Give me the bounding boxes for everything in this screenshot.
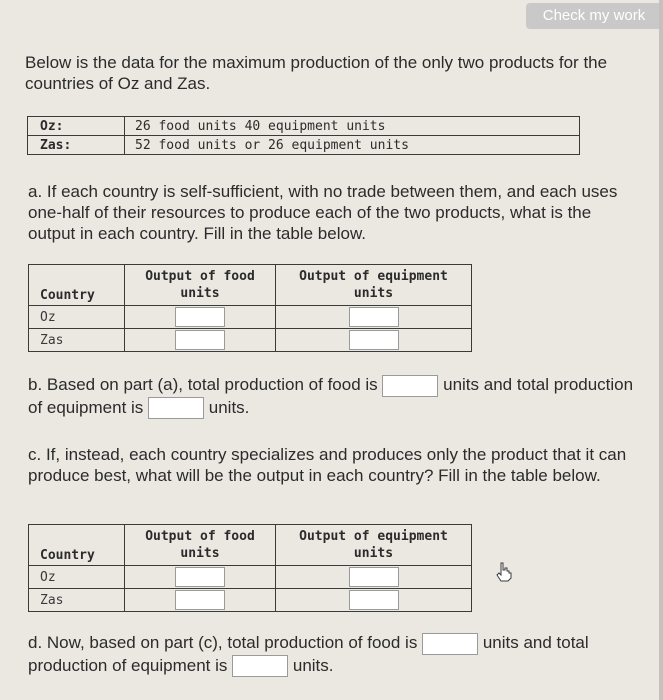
part-d-mid: units and total production of equipment is [28, 633, 589, 675]
check-my-work-button[interactable]: Check my work [526, 3, 662, 29]
table-row [29, 566, 472, 589]
part-a-country-zas: Zas [29, 329, 125, 352]
hand-cursor-icon [495, 562, 513, 582]
data-country-oz: Oz: [28, 117, 125, 136]
part-a-oz-equipment-input[interactable] [349, 307, 399, 327]
part-d-suffix: units. [292, 655, 334, 675]
part-b-mid: units and total production of equipment is [28, 375, 634, 417]
part-c-table [28, 524, 472, 612]
part-c-col-equipment: Output of equipment units [276, 525, 472, 566]
part-a-zas-food-input[interactable] [175, 330, 225, 350]
part-a-col-country: Country [29, 265, 125, 306]
part-a-zas-equipment-input[interactable] [349, 330, 399, 350]
part-a-question: a. If each country is self-sufficient, with no trade between them, and each uses one-half of their resources to produce each of the two products, what is the output in each country. Fill in the table below. [28, 182, 618, 243]
page-edge [659, 0, 663, 700]
part-c-col-country: Country [29, 525, 125, 566]
part-d-prefix: d. Now, based on part (c), total production of food is [28, 633, 418, 652]
table-row [29, 589, 472, 612]
production-data-table [27, 116, 580, 155]
part-a-oz-food-input[interactable] [175, 307, 225, 327]
part-a-table [28, 264, 472, 352]
part-d-question [28, 632, 643, 677]
table-row [29, 306, 472, 329]
part-b-equipment-total-input[interactable] [148, 397, 204, 419]
part-b-food-total-input[interactable] [382, 375, 438, 397]
part-b-prefix: b. Based on part (a), total production of food is [28, 375, 378, 394]
part-c-zas-food-input[interactable] [175, 590, 225, 610]
table-row [29, 329, 472, 352]
data-values-zas: 52 food units or 26 equipment units [125, 136, 580, 155]
part-c-col-food: Output of food units [125, 525, 276, 566]
part-c-country-zas: Zas [29, 589, 125, 612]
part-a-col-equipment: Output of equipment units [276, 265, 472, 306]
part-a-col-food: Output of food units [125, 265, 276, 306]
data-row-zas [28, 136, 580, 155]
part-d-food-total-input[interactable] [422, 633, 478, 655]
part-c-country-oz: Oz [29, 566, 125, 589]
part-c-question: c. If, instead, each country specializes and produces only the product that it can produce best, what will be the output in each country? Fill in the table below. [28, 445, 627, 485]
part-c-oz-equipment-input[interactable] [349, 567, 399, 587]
part-b-question [28, 374, 648, 419]
data-values-oz: 26 food units 40 equipment units [125, 117, 580, 136]
part-b-suffix: units. [208, 397, 250, 417]
data-country-zas: Zas: [28, 136, 125, 155]
part-d-equipment-total-input[interactable] [232, 655, 288, 677]
part-c-oz-food-input[interactable] [175, 567, 225, 587]
data-row-oz [28, 117, 580, 136]
part-c-zas-equipment-input[interactable] [349, 590, 399, 610]
intro-text: Below is the data for the maximum production of the only two products for the countries of Oz and Zas. [25, 53, 608, 93]
part-a-country-oz: Oz [29, 306, 125, 329]
